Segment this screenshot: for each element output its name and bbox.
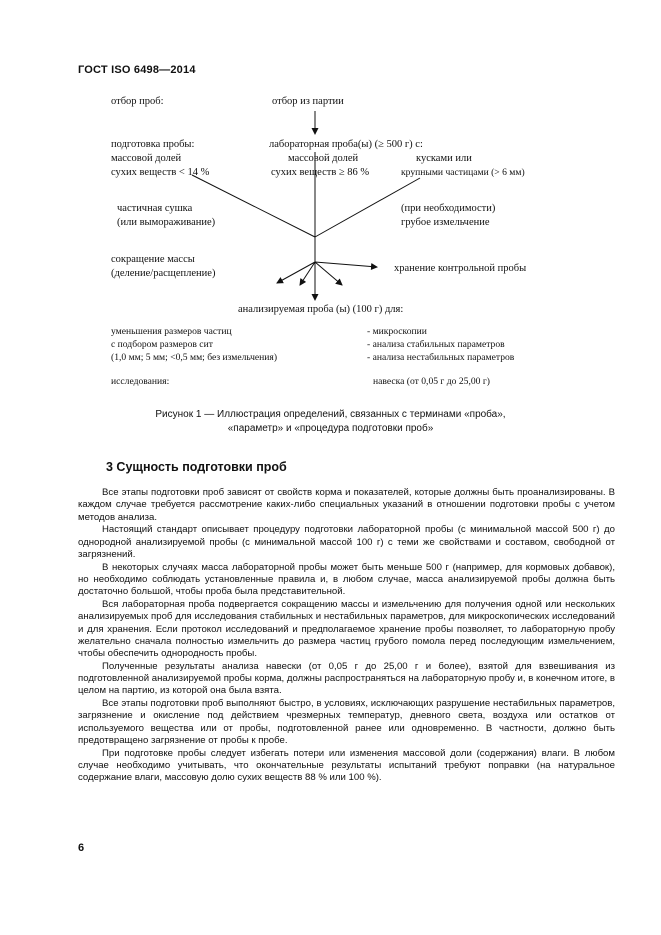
partial-drying-label: частичная сушка (117, 203, 193, 214)
dry-matter-high: сухих веществ ≥ 86 % (271, 167, 370, 178)
document-header: ГОСТ ISO 6498—2014 (78, 64, 196, 76)
section-heading: 3 Сущность подготовки проб (106, 460, 287, 474)
coarse-grinding-label: грубое измельчение (401, 217, 490, 228)
unstable-params-label: - анализа нестабильных параметров (367, 352, 515, 363)
if-needed-label: (при необходимости) (401, 203, 496, 214)
large-particles-label: крупными частицами (> 6 мм) (401, 167, 525, 178)
paragraph: При подготовке пробы следует избегать потери или изменения массовой доли (содержания) влаги. В любом случае необходимо учитывать, что окончательные результаты испытаний требуют поправки (на натуральное содержание влаги, массовую долю сухих веществ 88 % или 100 %). (78, 747, 615, 784)
pieces-label: кусками или (416, 153, 472, 164)
paragraph: Настоящий стандарт описывает процедуру подготовки лабораторной пробы (с минимальной массой 500 г) до однородной анализируемой пробы (с минимальной массой 100 г) с теми же свойствами и составом, свободной от загрязнений. (78, 524, 615, 560)
arrow-to-lower-right (315, 262, 342, 285)
paragraph: Вся лабораторная проба подвергается сокращению массы и измельчению для получения одной или нескольких анализируемых проб для исследования стабильных и нестабильных параметров, для микроскопических исследований и для хранения. Если протокол исследований и предполагаемое хранение пробы позволяет, то лабораторную пробу желательно сначала полностью измельчить до размера частиц грубого помола перед последующим измельчением, чтобы обеспечить однородность пробы. (78, 599, 615, 660)
investigations-label: исследования: (111, 376, 170, 387)
stable-params-label: - анализа стабильных параметров (367, 339, 505, 350)
arrow-to-left (300, 262, 315, 285)
sieve-selection-label: с подбором размеров сит (111, 339, 213, 350)
sample-prep-label: подготовка пробы: (111, 139, 195, 150)
division-label: (деление/расщепление) (111, 268, 216, 279)
batch-sampling-label: отбор из партии (272, 96, 344, 107)
page-number: 6 (78, 842, 85, 854)
portion-label: навеска (от 0,05 г до 25,00 г) (373, 376, 490, 387)
arrow-to-lower-left (277, 262, 315, 283)
diagram-arrows (0, 0, 661, 400)
mass-fraction-mid: массовой долей (288, 153, 359, 164)
paragraph: В некоторых случаях масса лабораторной пробы может быть меньше 500 г (например, для кормовых добавок), но необходимо соблюдать установленные правила и, в любом случае, масса анализируемой пробы должна быть достаточно большой, чтобы проба была представительной. (78, 561, 615, 598)
test-sample-label: анализируемая проба (ы) (100 г) для: (238, 304, 404, 315)
paragraph: Полученные результаты анализа навески (от 0,05 г до 25,00 г и более), взятой для взвешивания из подготовленной анализируемой пробы корма, должны распространяться на лабораторную пробу и, в конечном итоге, в целом на партию, из которой она была взята. (78, 660, 615, 697)
mass-fraction-left: массовой долей (111, 153, 182, 164)
figure-caption-line2: «параметр» и «процедура подготовки проб» (227, 423, 434, 434)
arrow-to-storage (315, 262, 377, 267)
paragraph: Все этапы подготовки проб выполняют быстро, в условиях, исключающих разрушение нестабильных параметров, загрязнение и окисление под действием чрезмерных температур, дневного света, воздуха или остатков от используемого вещества или от пробы, подготовленной ранее или одновременно. В частности, должно быть предотвращено загрязнение от пробы к пробе. (78, 698, 615, 746)
mass-reduction-label: сокращение массы (111, 254, 195, 265)
sampling-label: отбор проб: (111, 96, 164, 107)
section-body (78, 487, 615, 785)
microscopy-label: - микроскопии (367, 326, 427, 337)
lab-sample-label: лабораторная проба(ы) (≥ 500 г) с: (269, 139, 423, 150)
paragraph: Все этапы подготовки проб зависят от свойств корма и показателей, которые должны быть проанализированы. В каждом случае требуется рассмотрение каких-либо специальных указаний в отношении подготовки пробы с учетом методов анализа. (78, 487, 615, 523)
figure-caption-line1: Рисунок 1 — Иллюстрация определений, связанных с терминами «проба», (155, 409, 506, 420)
sieve-sizes-label: (1,0 мм; 5 мм; <0,5 мм; без измельчения) (111, 352, 278, 363)
dry-matter-low: сухих веществ < 14 % (111, 167, 210, 178)
freeze-drying-label: (или вымораживание) (117, 217, 216, 228)
particle-reduction-label: уменьшения размеров частиц (111, 326, 232, 337)
reference-storage-label: хранение контрольной пробы (394, 263, 527, 274)
